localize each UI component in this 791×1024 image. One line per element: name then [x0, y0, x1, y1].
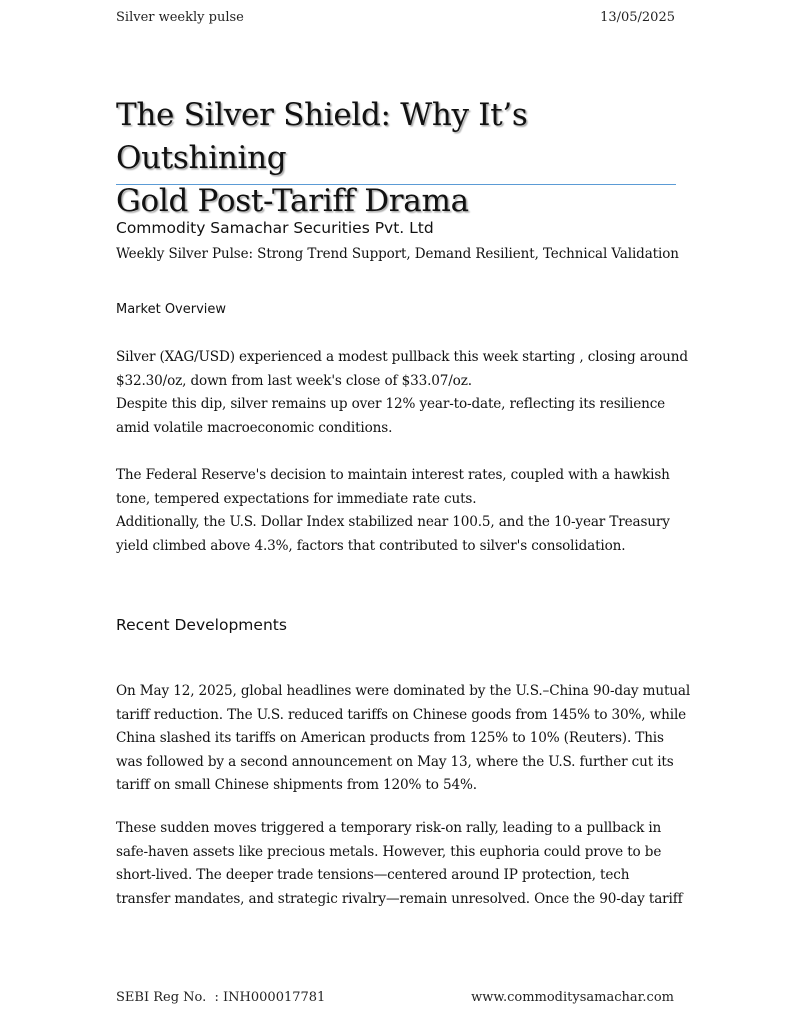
paragraph-market-overview-2 [116, 464, 686, 558]
paragraph-line: tariff on small Chinese shipments from 120% to 54%. [116, 777, 477, 793]
title-underline-rule [116, 184, 676, 185]
footer-sebi-registration: SEBI Reg No. : INH000017781 [116, 990, 326, 1005]
paragraph-line: Despite this dip, silver remains up over 12% year-to-date, reflecting its resilience [116, 396, 666, 412]
report-subtitle: Weekly Silver Pulse: Strong Trend Support, Demand Resilient, Technical Validation [116, 246, 679, 262]
paragraph-line: was followed by a second announcement on May 13, where the U.S. further cut its [116, 753, 674, 770]
document-title [116, 94, 676, 223]
paragraph-line: These sudden moves triggered a temporary risk-on rally, leading to a pullback in [116, 820, 662, 836]
paragraph-line: $32.30/oz, down from last week's close of $33.07/oz. [116, 372, 472, 389]
paragraph-line: yield climbed above 4.3%, factors that contributed to silver's consolidation. [116, 537, 626, 554]
paragraph-line: tone, tempered expectations for immediate rate cuts. [116, 490, 477, 507]
paragraph-line: safe-haven assets like precious metals. However, this euphoria could prove to be [116, 843, 662, 860]
paragraph-line: Additionally, the U.S. Dollar Index stabilized near 100.5, and the 10-year Treasury [116, 514, 670, 530]
paragraph-line: China slashed its tariffs on American products from 125% to 10% (Reuters). This [116, 730, 664, 746]
paragraph-recent-developments-1 [116, 680, 691, 798]
title-line-2: Gold Post-Tariff Drama [116, 183, 469, 219]
section-heading-market-overview: Market Overview [116, 302, 227, 317]
section-heading-recent-developments: Recent Developments [116, 616, 287, 634]
paragraph-line: tariff reduction. The U.S. reduced tariffs on Chinese goods from 145% to 30%, while [116, 706, 687, 723]
paragraph-line: amid volatile macroeconomic conditions. [116, 419, 393, 436]
paragraph-market-overview-1 [116, 346, 686, 440]
footer-website-link[interactable]: www.commoditysamachar.com [471, 990, 674, 1005]
paragraph-line: On May 12, 2025, global headlines were dominated by the U.S.–China 90-day mutual [116, 683, 691, 699]
title-line-1: The Silver Shield: Why It’s Outshining [116, 97, 528, 176]
header-report-name: Silver weekly pulse [116, 10, 244, 25]
header-date: 13/05/2025 [600, 10, 675, 25]
paragraph-line: transfer mandates, and strategic rivalry—remain unresolved. Once the 90-day tariff [116, 890, 683, 907]
paragraph-line: The Federal Reserve's decision to maintain interest rates, coupled with a hawkish [116, 467, 670, 483]
company-name: Commodity Samachar Securities Pvt. Ltd [116, 219, 434, 237]
paragraph-recent-developments-2 [116, 817, 686, 911]
paragraph-line: Silver (XAG/USD) experienced a modest pullback this week starting , closing around [116, 349, 688, 365]
paragraph-line: short-lived. The deeper trade tensions—centered around IP protection, tech [116, 867, 630, 883]
